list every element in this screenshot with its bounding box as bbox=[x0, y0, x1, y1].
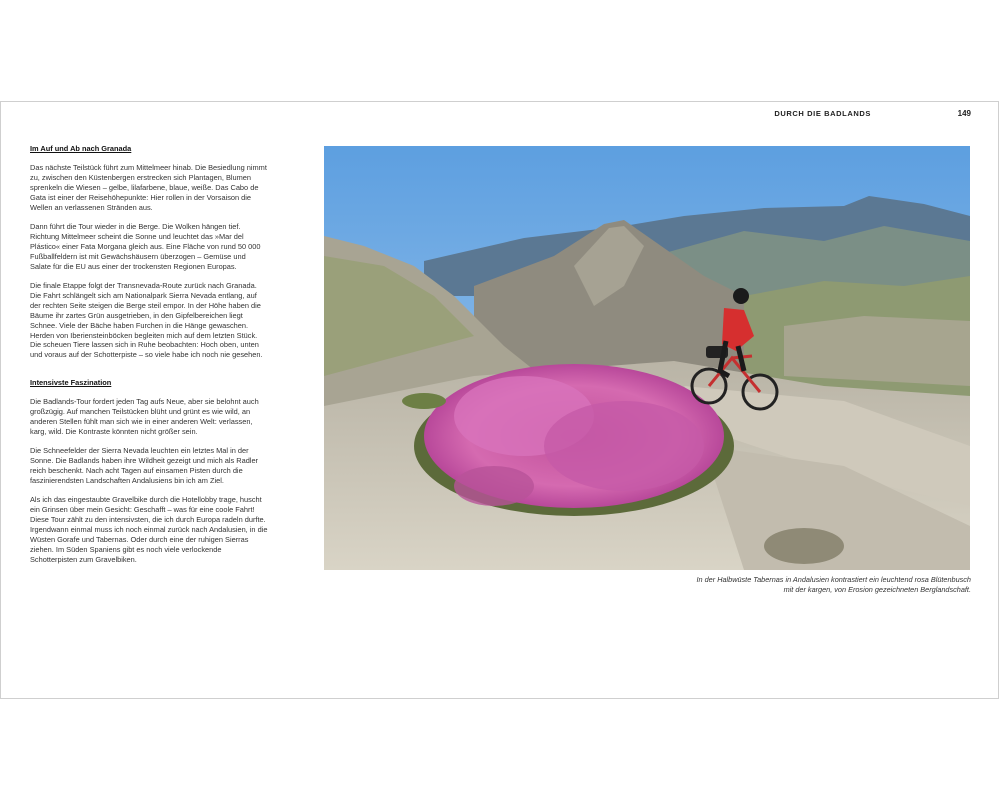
section-heading-granada: Im Auf und Ab nach Granada bbox=[30, 144, 132, 153]
running-head: DURCH DIE BADLANDS bbox=[774, 109, 871, 118]
paragraph: Als ich das eingestaubte Gravelbike durch die Hotellobby trage, huscht ein Grinsen über mein Gesicht: Geschafft – was für eine coole Fahrt! Diese Tour zählt zu den intensivsten, die ich durch Europa radeln durfte. Irgendwann einmal muss ich noch einmal zurück nach Andalusien, in die Wüsten Gorafe und Tabernas. Oder durch eine der ruhigen Sierras ziehen. Im Süden Spaniens gibt es noch viele verlockende Schotterpisten zum Gravelbiken. bbox=[30, 495, 268, 564]
paragraph: Die Badlands-Tour fordert jeden Tag aufs Neue, aber sie belohnt auch großzügig. Auf manchen Teilstücken blüht und grünt es wie wild, an anderen Stellen fühlt man sich wie in einer anderen Welt: verlassen, karg, wild. Die Kontraste könnten nicht größer sein. bbox=[30, 397, 259, 436]
page-border bbox=[0, 101, 1, 698]
paragraph: Die Schneefelder der Sierra Nevada leuchten ein letztes Mal in der Sonne. Die Badlands haben ihre Wildheit gezeigt und mich als Radler reich beschenkt. Nach acht Tagen auf einsamen Pisten durch die faszinierendsten Landschaften Andalusiens bin ich am Ziel. bbox=[30, 446, 259, 485]
photo-caption: In der Halbwüste Tabernas in Andalusien kontrastiert ein leuchtend rosa Blütenbusch mit der kargen, von Erosion gezeichneten Berglandschaft. bbox=[696, 575, 971, 594]
section-heading-faszination: Intensivste Faszination bbox=[30, 378, 112, 388]
paragraph: Die finale Etappe folgt der Transnevada-Route zurück nach Granada. Die Fahrt schlängelt sich am Nationalpark Sierra Nevada entlang, auf der rechten Seite steigen die Berge steil empor. In der Höhe haben die Bäume ihr zartes Grün ausgetrieben, in den Gipfelbereichen liegt Schnee. Viele der Bäche haben Furchen in die Hänge gewaschen. Herden von Iberiensteinböcken begleiten mich auf dem letzten Stück. Die scheuen Tiere lassen sich in Ruhe beobachten: Hoch oben, unten und voraus auf der Schotterpiste – so viele habe ich noch nie gesehen. bbox=[30, 280, 263, 360]
article-text-column bbox=[30, 144, 268, 574]
landscape-photo bbox=[324, 146, 970, 570]
paragraph: Das nächste Teilstück führt zum Mittelmeer hinab. Die Besiedlung nimmt zu, zwischen den Küstenbergen erstrecken sich Plantagen, Blumen sprenkeln die Wiesen – gelbe, lilafarbene, blaue, weiße. Das Cabo de Gata ist einer der Reisehöhepunkte: Hier rollen in der Vorsaison die Wellen an verlassenen Stränden aus. bbox=[30, 162, 267, 212]
page-number: 149 bbox=[957, 109, 971, 118]
paragraph: Dann führt die Tour wieder in die Berge. Die Wolken hängen tief. Richtung Mittelmeer scheint die Sonne und leuchtet das »Mar del Plástico« einer Fata Morgana gleich aus. Eine Fläche von rund 50 000 Fußballfeldern ist mit Gewächshäusern überzogen – Gemüse und Salate für die EU aus einer der trockensten Regionen Europas. bbox=[30, 221, 261, 271]
